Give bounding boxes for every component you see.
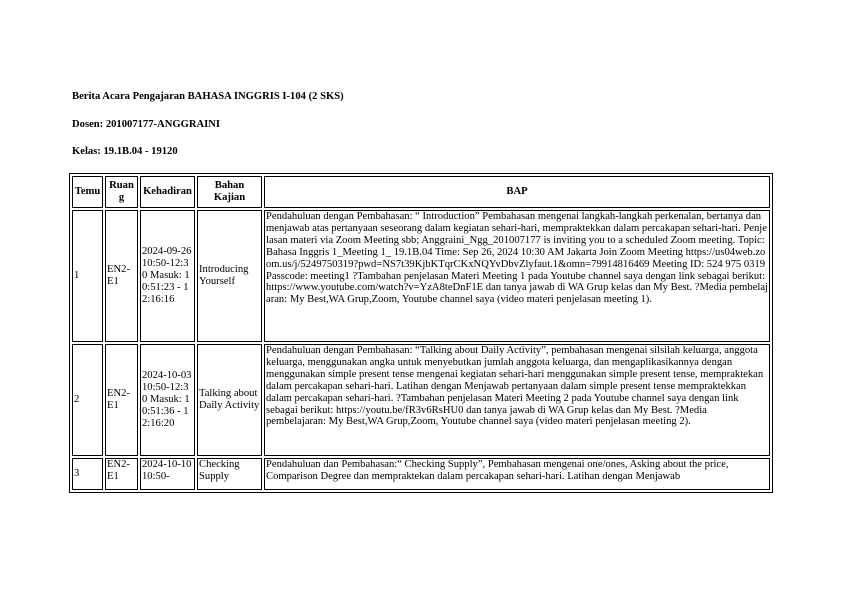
cell-temu: 1 [72,210,103,342]
document-title: Berita Acara Pengajaran BAHASA INGGRIS I-104 (2 SKS) [72,91,344,102]
cell-bahan-kajian: Checking Supply [197,458,262,490]
cell-bap: Pendahuluan dengan Pembahasan: “ Introduction” Pembahasan mengenai langkah-langkah perkenalan, bertanya dan menjawab atas pertanyaan seseorang dalam kegiatan sehari-hari, mempraktekkan dalam percakapan sehari-hari. Penjelasan materi via Zoom Meeting sbb; Anggraini_Ngg_201007177 is inviting you to a scheduled Zoom meeting. Topic: Bahasa Inggris 1_Meeting 1_ 19.1B.04 Time: Sep 26, 2024 10:30 AM Jakarta Join Zoom Meeting https://us04web.zoom.us/j/5249750319?pwd=NS7t39KjbKTqrCKxNQYvDbvZlyfaut.1&omn=79914816469 Meeting ID: 524 975 0319 Passcode: meeting1 ?Tambahan penjelasan Materi Meeting 1 pada Youtube channel saya dengan link sebagai berikut: https://www.youtube.com/watch?v=YzA8teDnF1E dan tanya jawab di WA Grup kelas dan My Best. ?Media pembelajaran: My Best,WA Grup,Zoom, Youtube channel saya (video materi penjelasan meeting 1). [264,210,770,342]
column-header-temu: Temu [72,176,103,208]
class-line: Kelas: 19.1B.04 - 19120 [72,146,178,157]
table-row [72,210,770,342]
column-header-ruang: Ruang [105,176,138,208]
column-header-bap: BAP [264,176,770,208]
cell-kehadiran: 2024-09-26 10:50-12:30 Masuk: 10:51:23 - 12:16:16 [140,210,195,342]
bap-table-container [69,173,773,495]
table-header-row [72,176,770,208]
cell-temu: 2 [72,344,103,456]
cell-bap: Pendahuluan dan Pembahasan:“ Checking Supply”, Pembahasan mengenai one/ones, Asking about the price, Comparison Degree dan mempraktekan dalam percakapan sehari-hari. Latihan dengan Menjawab [264,458,770,490]
cell-bahan-kajian: Introducing Yourself [197,210,262,342]
cell-kehadiran: 2024-10-10 10:50- [140,458,195,490]
lecturer-line: Dosen: 201007177-ANGGRAINI [72,119,221,130]
cell-kehadiran: 2024-10-03 10:50-12:30 Masuk: 10:51:36 - 12:16:20 [140,344,195,456]
cell-ruang: EN2-E1 [105,344,138,456]
column-header-bahan-kajian: Bahan Kajian [197,176,262,208]
cell-bap: Pendahuluan dengan Pembahasan: “Talking about Daily Activity”, pembahasan mengenai silsilah keluarga, anggota keluarga, menggunakan angka untuk menyebutkan jumlah anggota keluarga, dan mengaplikasikannya dengan menggunakan simple present tense mengenai kegiatan sehari-hari menggunakan simple present tense, mempraktekan dalam percakapan sehari-hari. Latihan dengan Menjawab pertanyaan dalam simple present tense mempraktekkan dalam percakapan sehari-hari. ?Tambahan penjelasan Materi Meeting 2 pada Youtube channel saya dengan link sebagai berikut: https://youtu.be/fR3v6RsHU0 dan tanya jawab di WA Grup kelas dan My Best. ?Media pembelajaran: My Best,WA Grup,Zoom, Youtube channel saya (video materi penjelasan meeting 2). [264,344,770,456]
table-row [72,458,770,490]
cell-ruang: EN2-E1 [105,458,138,490]
table-row [72,344,770,456]
cell-ruang: EN2-E1 [105,210,138,342]
cell-temu: 3 [72,458,103,490]
column-header-kehadiran: Kehadiran [140,176,195,208]
cell-bahan-kajian: Talking about Daily Activity [197,344,262,456]
bap-table [69,173,773,493]
